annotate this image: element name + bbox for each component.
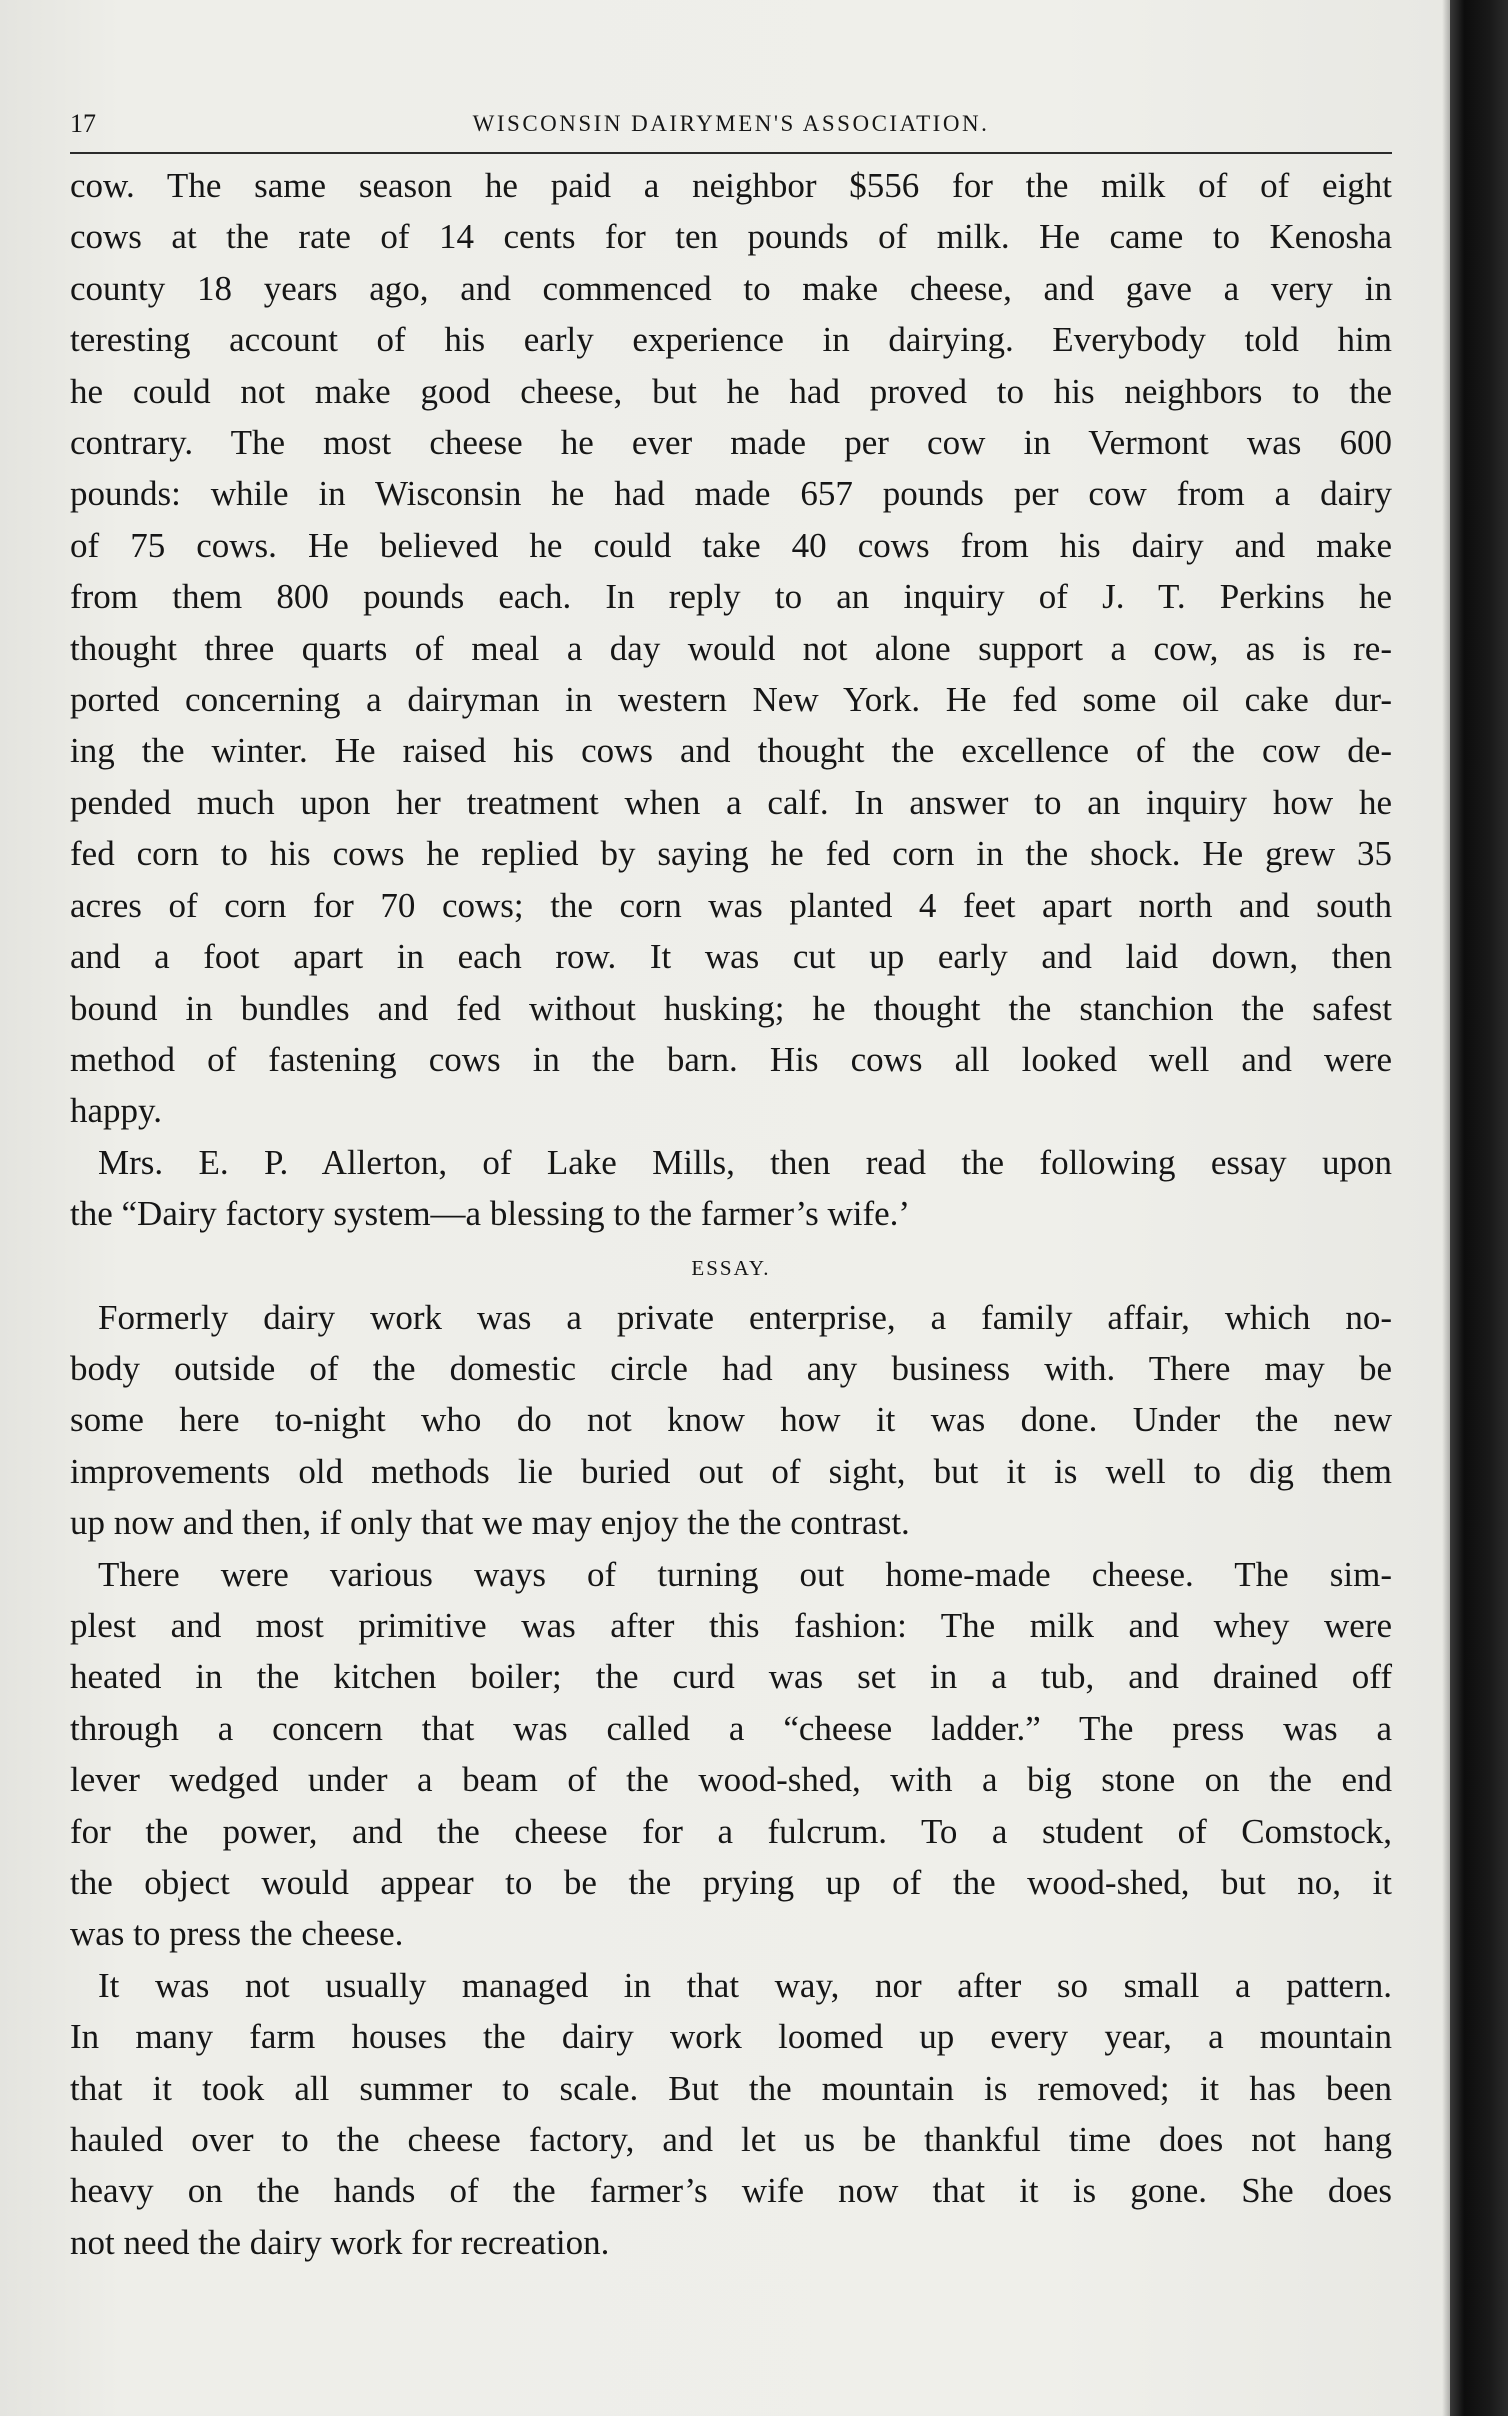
- text-line: pounds: while in Wisconsin he had made 657 pounds per cow from a dairy: [70, 474, 1392, 514]
- text-line: pended much upon her treatment when a calf. In answer to an inquiry how he: [70, 782, 1392, 822]
- text-line: plest and most primitive was after this fashion: The milk and whey were: [70, 1605, 1392, 1645]
- text-line: the “Dairy factory system—a blessing to the farmer’s wife.’: [70, 1194, 911, 1234]
- text-line: cows at the rate of 14 cents for ten pounds of milk. He came to Kenosha: [70, 217, 1392, 257]
- text-line: fed corn to his cows he replied by saying he fed corn in the shock. He grew 35: [70, 834, 1392, 874]
- running-head: WISCONSIN DAIRYMEN'S ASSOCIATION.: [472, 111, 990, 136]
- text-line: method of fastening cows in the barn. His cows all looked well and were: [70, 1039, 1392, 1079]
- text-line: from them 800 pounds each. In reply to an inquiry of J. T. Perkins he: [70, 577, 1392, 617]
- text-line: of 75 cows. He believed he could take 40 cows from his dairy and make: [70, 525, 1392, 565]
- text-line: acres of corn for 70 cows; the corn was planted 4 feet apart north and south: [70, 885, 1392, 925]
- essay-heading: ESSAY.: [691, 1255, 771, 1280]
- text-line: Formerly dairy work was a private enterprise, a family affair, which no-: [98, 1297, 1392, 1337]
- page-header: [70, 104, 1392, 144]
- text-line: cow. The same season he paid a neighbor $556 for the milk of of eight: [70, 166, 1392, 205]
- text-line: Mrs. E. P. Allerton, of Lake Mills, then read the following essay upon: [98, 1142, 1392, 1182]
- page-number: 17: [70, 109, 96, 138]
- text-line: ing the winter. He raised his cows and thought the excellence of the cow de-: [70, 731, 1392, 771]
- body-text: [70, 160, 1392, 2268]
- text-line: ported concerning a dairyman in western New York. He fed some oil cake dur-: [70, 680, 1392, 720]
- text-line: county 18 years ago, and commenced to make cheese, and gave a very in: [70, 268, 1392, 308]
- text-line: It was not usually managed in that way, nor after so small a pattern.: [98, 1965, 1392, 2005]
- text-line: teresting account of his early experience in dairying. Everybody told him: [70, 320, 1392, 360]
- paragraph: [70, 160, 1392, 1137]
- paragraph: [70, 1292, 1392, 1549]
- text-line: contrary. The most cheese he ever made per cow in Vermont was 600: [70, 423, 1392, 463]
- text-line: improvements old methods lie buried out of sight, but it is well to dig them: [70, 1451, 1392, 1491]
- text-line: not need the dairy work for recreation.: [70, 2222, 610, 2262]
- text-line: happy.: [70, 1091, 163, 1131]
- text-line: heated in the kitchen boiler; the curd was set in a tub, and drained off: [70, 1657, 1392, 1697]
- text-line: lever wedged under a beam of the wood-shed, with a big stone on the end: [70, 1760, 1392, 1800]
- book-spine: [1450, 0, 1508, 2416]
- paragraph: [70, 1137, 1392, 1240]
- essay-section: [70, 1292, 1392, 2269]
- text-line: up now and then, if only that we may enjoy the the contrast.: [70, 1503, 910, 1543]
- text-line: and a foot apart in each row. It was cut up early and laid down, then: [70, 937, 1392, 977]
- text-line: some here to-night who do not know how it was done. Under the new: [70, 1400, 1392, 1440]
- text-line: through a concern that was called a “cheese ladder.” The press was a: [70, 1708, 1392, 1748]
- text-line: There were various ways of turning out home-made cheese. The sim-: [98, 1554, 1392, 1594]
- text-line: for the power, and the cheese for a fulcrum. To a student of Comstock,: [70, 1811, 1392, 1851]
- paragraph: [70, 1549, 1392, 1960]
- text-line: In many farm houses the dairy work loomed up every year, a mountain: [70, 2017, 1392, 2057]
- header-rule: [70, 152, 1392, 154]
- text-line: heavy on the hands of the farmer’s wife now that it is gone. She does: [70, 2171, 1392, 2211]
- intro-section: [70, 160, 1392, 1240]
- text-line: hauled over to the cheese factory, and let us be thankful time does not hang: [70, 2120, 1392, 2160]
- text-line: bound in bundles and fed without husking; he thought the stanchion the safest: [70, 988, 1392, 1028]
- text-line: was to press the cheese.: [70, 1914, 404, 1954]
- text-line: thought three quarts of meal a day would not alone support a cow, as is re-: [70, 628, 1392, 668]
- text-line: the object would appear to be the prying up of the wood-shed, but no, it: [70, 1863, 1392, 1902]
- text-line: body outside of the domestic circle had any business with. There may be: [70, 1348, 1392, 1388]
- text-line: he could not make good cheese, but he had proved to his neighbors to the: [70, 371, 1392, 411]
- text-line: that it took all summer to scale. But the mountain is removed; it has been: [70, 2068, 1392, 2108]
- paragraph: [70, 1960, 1392, 2268]
- page-gutter-shadow: [1442, 0, 1450, 2416]
